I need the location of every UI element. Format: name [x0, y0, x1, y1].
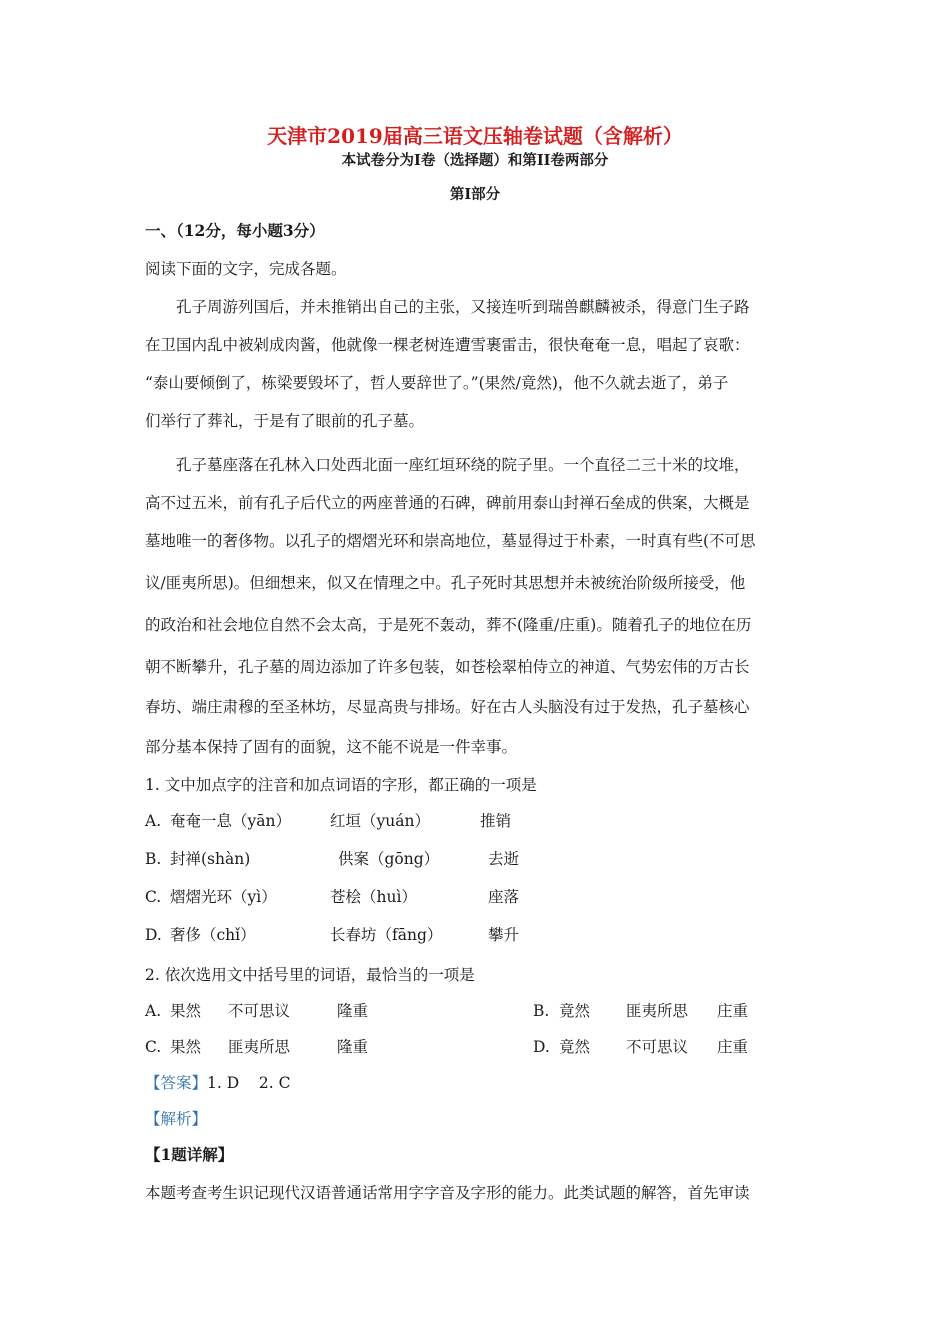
para2-line: 议/匪夷所思)。但细想来，似又在情理之中。孔子死时其思想并未被统治阶级所接受，他 [145, 574, 746, 592]
instruction: 阅读下面的文字，完成各题。 [145, 260, 347, 278]
q1-option-b-word2: 供案（gōng） [338, 850, 440, 868]
section-heading: 一、（12分，每小题3分） [145, 221, 325, 240]
question-2-stem: 2. 依次选用文中括号里的词语，最恰当的一项是 [145, 966, 475, 984]
q1-option-d-word3: 攀升 [488, 926, 520, 944]
q2-option-b-word2: 匪夷所思 [626, 1002, 689, 1020]
q2-option-letter: B. [533, 1002, 550, 1020]
para2-line: 部分基本保持了固有的面貌，这不能不说是一件幸事。 [145, 738, 518, 756]
q2-option-c-word1: 果然 [170, 1038, 202, 1056]
answer-tag: 【答案】 [145, 1074, 208, 1092]
part-label: 第I部分 [449, 186, 501, 203]
q1-option-d-word2: 长春坊（fāng） [330, 926, 443, 944]
q1-option-letter: D. [145, 926, 162, 944]
para1-line: 们举行了葬礼，于是有了眼前的孔子墓。 [145, 412, 425, 430]
question-1-stem: 1. 文中加点字的注音和加点词语的字形，都正确的一项是 [145, 776, 537, 794]
q1-option-b-word1: 封禅(shàn) [170, 850, 251, 868]
q2-option-letter: C. [145, 1038, 162, 1056]
analysis-tag: 【解析】 [145, 1110, 208, 1128]
q2-option-d-word2: 不可思议 [626, 1038, 689, 1056]
q2-option-a-word1: 果然 [170, 1002, 202, 1020]
q1-option-c-word3: 座落 [488, 888, 520, 906]
q1-option-b-word3: 去逝 [488, 850, 520, 868]
q1-option-a-word3: 推销 [480, 812, 512, 830]
answer-line [145, 1072, 290, 1094]
q2-option-d-word3: 庄重 [717, 1038, 749, 1056]
para2-line: 朝不断攀升，孔子墓的周边添加了许多包装，如苍桧翠柏侍立的神道、气势宏伟的万古长 [145, 658, 750, 676]
q1-option-c-word1: 熠熠光环（yì） [170, 888, 277, 906]
detail-text: 本题考查考生识记现代汉语普通话常用字字音及字形的能力。此类试题的解答，首先审读 [145, 1184, 750, 1202]
para2-line: 孔子墓座落在孔林入口处西北面一座红垣环绕的院子里。一个直径二三十米的坟堆， [176, 456, 750, 474]
q1-option-c-word2: 苍桧（huì） [330, 888, 417, 906]
q1-option-letter: B. [145, 850, 162, 868]
doc-title: 天津市2019届高三语文压轴卷试题（含解析） [267, 124, 683, 148]
q2-option-letter: D. [533, 1038, 550, 1056]
q2-option-a-word2: 不可思议 [228, 1002, 291, 1020]
q2-option-a-word3: 隆重 [337, 1002, 369, 1020]
detail-tag: 【1题详解】 [145, 1145, 234, 1164]
q2-option-b-word1: 竟然 [559, 1002, 591, 1020]
q1-option-letter: C. [145, 888, 162, 906]
q2-option-c-word3: 隆重 [337, 1038, 369, 1056]
q2-option-d-word1: 竟然 [559, 1038, 591, 1056]
answer-text: 1. D 2. C [207, 1074, 291, 1092]
para2-line: 墓地唯一的奢侈物。以孔子的熠熠光环和崇高地位，墓显得过于朴素，一时真有些(不可思 [145, 532, 756, 550]
para1-line: 孔子周游列国后，并未推销出自己的主张，又接连听到瑞兽麒麟被杀，得意门生子路 [176, 298, 750, 316]
q2-option-c-word2: 匪夷所思 [228, 1038, 291, 1056]
para1-line: “泰山要倾倒了，栋梁要毁坏了，哲人要辞世了。”(果然/竟然)，他不久就去逝了，弟子 [145, 374, 729, 392]
para2-line: 春坊、端庄肃穆的至圣林坊，尽显高贵与排场。好在古人头脑没有过于发热，孔子墓核心 [145, 698, 750, 716]
q2-option-b-word3: 庄重 [717, 1002, 749, 1020]
q1-option-letter: A. [145, 812, 162, 830]
q1-option-a-word1: 奄奄一息（yān） [170, 812, 291, 830]
para1-line: 在卫国内乱中被剁成肉酱，他就像一棵老树连遭雪裹雷击，很快奄奄一息，唱起了哀歌： [145, 336, 750, 354]
q1-option-a-word2: 红垣（yuán） [330, 812, 430, 830]
para2-line: 的政治和社会地位自然不会太高，于是死不轰动，葬不(隆重/庄重)。随着孔子的地位在历 [145, 616, 752, 634]
q2-option-letter: A. [145, 1002, 162, 1020]
doc-subtitle: 本试卷分为I卷（选择题）和第II卷两部分 [341, 152, 609, 169]
para2-line: 高不过五米，前有孔子后代立的两座普通的石碑，碑前用泰山封禅石垒成的供案，大概是 [145, 494, 750, 512]
q1-option-d-word1: 奢侈（chǐ） [170, 926, 256, 944]
